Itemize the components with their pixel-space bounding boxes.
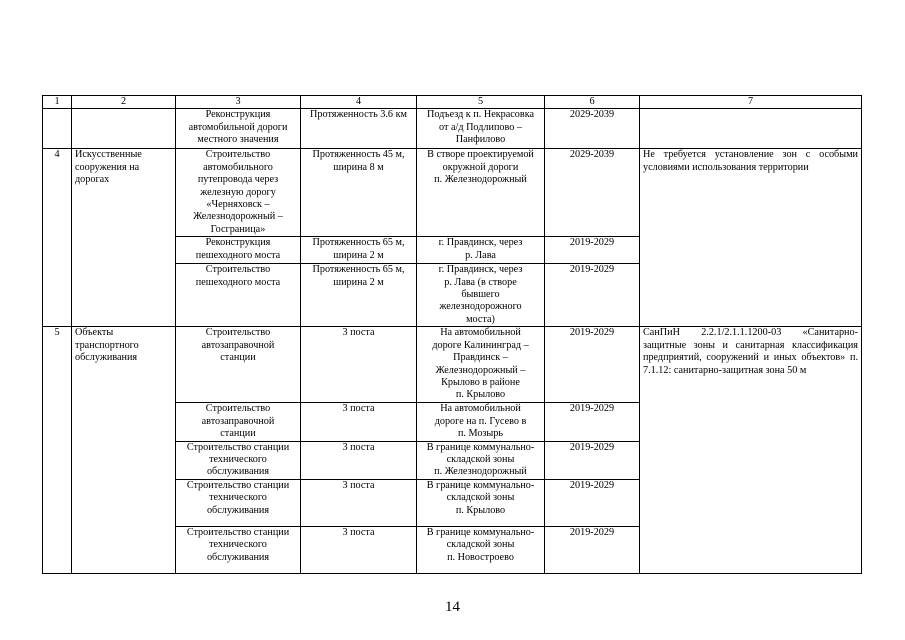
measure-cell: Строительство станции технического обслуживания (176, 441, 301, 479)
row-number-cell: 4 (43, 149, 72, 327)
page-number: 14 (445, 599, 460, 615)
measure-cell: Строительство станции технического обслуживания (176, 479, 301, 526)
period-cell: 2019-2029 (545, 327, 640, 403)
parameters-cell: 3 поста (301, 403, 417, 441)
zone-cell (640, 109, 862, 149)
header-cell-2: 2 (72, 96, 176, 109)
row-number-cell: 5 (43, 327, 72, 573)
location-cell: В границе коммунально- складской зоны п. Новостроево (417, 526, 545, 573)
row-number-cell (43, 109, 72, 149)
period-cell: 2019-2029 (545, 479, 640, 526)
location-cell: г. Правдинск, через р. Лава (417, 237, 545, 264)
measure-cell: Строительство станции технического обслуживания (176, 526, 301, 573)
period-cell: 2029-2039 (545, 109, 640, 149)
location-cell: На автомобильной дороге Калининград – Правдинск – Железнодорожный – Крылово в районе п. Крылово (417, 327, 545, 403)
category-cell: Объекты транспортного обслуживания (72, 327, 176, 573)
location-cell: На автомобильной дороге на п. Гусево в п. Мозырь (417, 403, 545, 441)
period-cell: 2019-2029 (545, 403, 640, 441)
measure-cell: Реконструкция пешеходного моста (176, 237, 301, 264)
table-row (43, 149, 862, 237)
table-row (43, 109, 862, 149)
header-cell-5: 5 (417, 96, 545, 109)
period-cell: 2019-2029 (545, 441, 640, 479)
header-cell-1: 1 (43, 96, 72, 109)
period-cell: 2019-2029 (545, 526, 640, 573)
location-cell: В створе проектируемой окружной дороги п. Железнодорожный (417, 149, 545, 237)
location-cell: В границе коммунально- складской зоны п. Железнодорожный (417, 441, 545, 479)
location-cell: Подъезд к п. Некрасовка от а/д Подлипово – Панфилово (417, 109, 545, 149)
header-cell-6: 6 (545, 96, 640, 109)
period-cell: 2019-2029 (545, 237, 640, 264)
parameters-cell: 3 поста (301, 479, 417, 526)
period-cell: 2019-2029 (545, 264, 640, 327)
location-cell: В границе коммунально- складской зоны п. Крылово (417, 479, 545, 526)
document-table (42, 95, 862, 574)
header-cell-4: 4 (301, 96, 417, 109)
measure-cell: Строительство автозаправочной станции (176, 403, 301, 441)
measure-cell: Строительство пешеходного моста (176, 264, 301, 327)
table-row (43, 327, 862, 403)
parameters-cell: Протяженность 65 м, ширина 2 м (301, 264, 417, 327)
zone-cell: СанПиН 2.2.1/2.1.1.1200-03 «Санитарно-защитные зоны и санитарная классификация предприятий, сооружений и иных объектов» п. 7.1.12: санитарно-защитная зона 50 м (640, 327, 862, 573)
measure-cell: Реконструкция автомобильной дороги местного значения (176, 109, 301, 149)
period-cell: 2029-2039 (545, 149, 640, 237)
parameters-cell: Протяженность 45 м, ширина 8 м (301, 149, 417, 237)
parameters-cell: 3 поста (301, 526, 417, 573)
parameters-cell: 3 поста (301, 327, 417, 403)
header-cell-7: 7 (640, 96, 862, 109)
parameters-cell: Протяженность 3.6 км (301, 109, 417, 149)
parameters-cell: 3 поста (301, 441, 417, 479)
parameters-cell: Протяженность 65 м, ширина 2 м (301, 237, 417, 264)
measure-cell: Строительство автозаправочной станции (176, 327, 301, 403)
header-cell-3: 3 (176, 96, 301, 109)
category-cell: Искусственные сооружения на дорогах (72, 149, 176, 327)
zone-cell: Не требуется установление зон с особыми условиями использования территории (640, 149, 862, 327)
location-cell: г. Правдинск, через р. Лава (в створе бывшего железнодорожного моста) (417, 264, 545, 327)
measure-cell: Строительство автомобильного путепровода через железную дорогу «Черняховск – Железнодорожный – Госграница» (176, 149, 301, 237)
header-row (43, 96, 862, 109)
category-cell (72, 109, 176, 149)
